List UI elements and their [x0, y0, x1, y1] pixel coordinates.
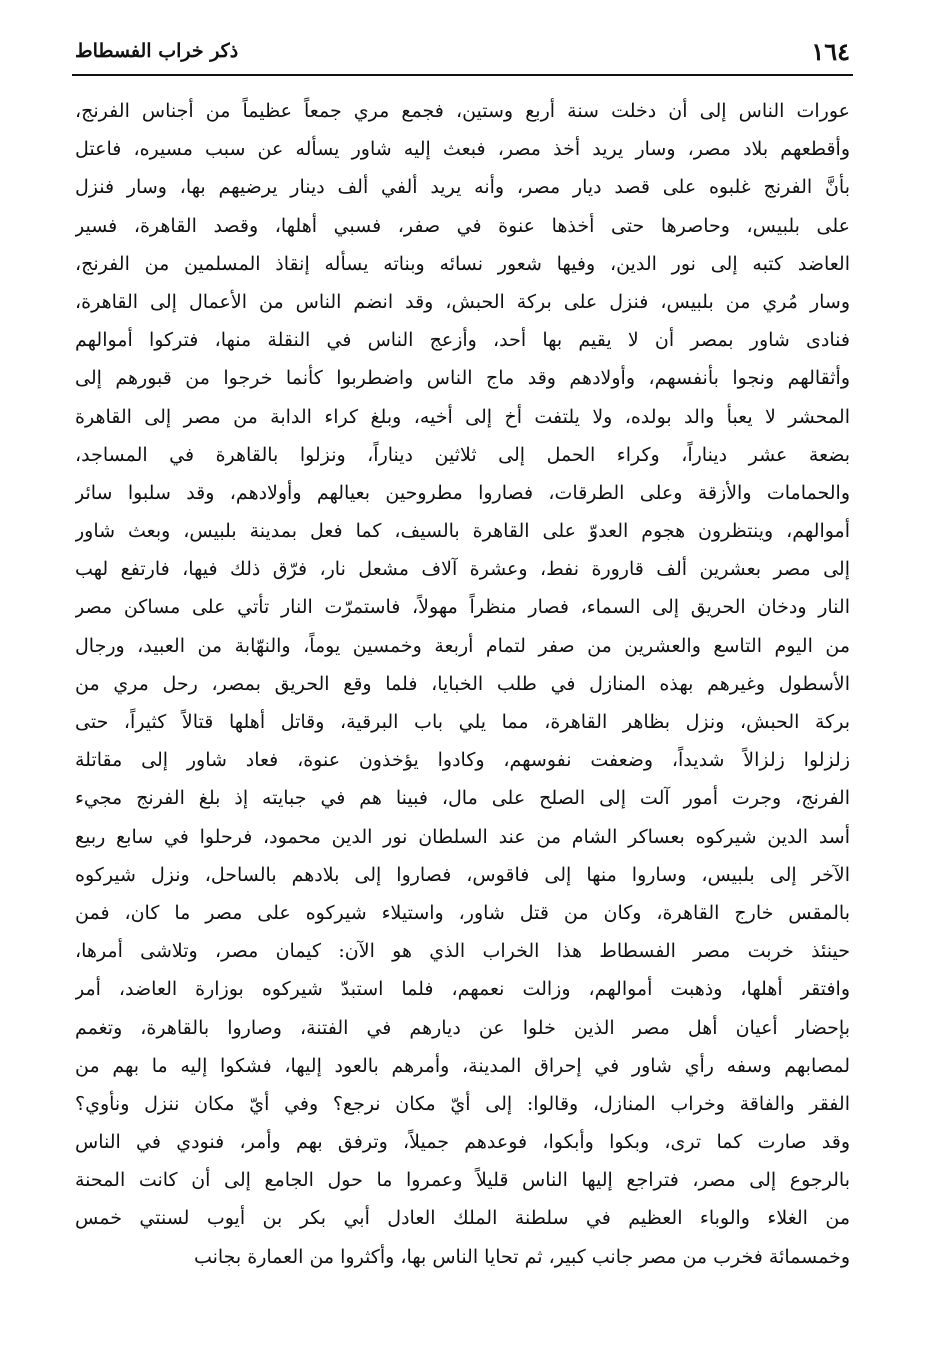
text-line: الفقر والفاقة وخراب المنازل، وقالوا: إلى أيّ مكان نرجع؟ وفي أيّ مكان ننزل ونأوي؟: [75, 1092, 850, 1115]
text-line: بالمقس خارج القاهرة، وكان من قتل شاور، واستيلاء شيركوه على مصر ما كان، فمن: [75, 901, 850, 924]
text-line: وقد صارت كما ترى، وبكوا وأبكوا، فوعدهم جميلاً، وترفق بهم وأمر، فنودي في الناس: [75, 1131, 850, 1154]
text-line: بالرجوع إلى مصر، فتراجع إليها الناس قليلاً وعمروا ما حول الجامع إلى أن كانت المحنة: [75, 1169, 850, 1192]
text-line: بأنَّ الفرنج غلبوه على قصد ديار مصر، وأنه يريد ألفي ألف دينار يرضيهم بها، وسار فنزل: [75, 176, 850, 199]
text-line: حينئذ خربت مصر الفسطاط هذا الخراب الذي هو الآن: كيمان مصر، وتلاشى أمرها،: [75, 940, 850, 963]
text-line: بإحضار أعيان أهل مصر الذين خلوا عن ديارهم في الفتنة، وصاروا بالقاهرة، وتغمم: [75, 1016, 850, 1039]
text-line: وأثقالهم ونجوا بأنفسهم، وأولادهم وقد ماج الناس واضطربوا كأنما خرجوا من قبورهم إلى: [75, 367, 850, 390]
header-rule: [72, 74, 853, 76]
text-line: عورات الناس إلى أن دخلت سنة أربع وستين، فجمع مري جمعاً عظيماً من أجناس الفرنج،: [75, 100, 850, 122]
text-line: وأقطعهم بلاد مصر، وسار يريد أخذ مصر، فبعث إليه شاور يسأله عن سبب مسيره، فاعتل: [75, 138, 850, 161]
text-line: بركة الحبش، ونزل بظاهر القاهرة، مما يلي باب البرقية، وقاتل أهلها قتالاً كثيراً، حتى: [75, 711, 850, 733]
text-line: النار ودخان الحريق إلى السماء، فصار منظراً مهولاً، فاستمرّت النار تأتي على مساكن مصر: [75, 596, 850, 619]
text-line: وسار مُري من بلبيس، فنزل على بركة الحبش، وقد انضم الناس من الأعمال إلى القاهرة،: [75, 290, 850, 313]
text-line: العاضد كتبه إلى نور الدين، وفيها شعور نسائه وبناته يسأله إنقاذ المسلمين من الفرنج،: [75, 252, 850, 275]
text-line: أسد الدين شيركوه بعساكر الشام من عند السلطان نور الدين محمود، فرحلوا في سابع ربيع: [75, 825, 850, 848]
text-line: أموالهم، وينتظرون هجوم العدوّ على القاهرة بالسيف، كما فعل بمدينة بلبيس، وبعث شاور: [75, 520, 850, 543]
text-line: بضعة عشر ديناراً، وكراء الحمل إلى ثلاثين ديناراً، ونزلوا بالقاهرة في المساجد،: [75, 443, 850, 466]
text-line: المحشر لا يعبأ والد بولده، ولا يلتفت أخ إلى أخيه، وبلغ كراء الدابة من مصر إلى القاهرة: [75, 405, 850, 428]
text-line: الآخر إلى بلبيس، وساروا منها إلى فاقوس، فصاروا إلى بلادهم بالساحل، ونزل شيركوه: [75, 863, 850, 886]
text-line: على بلبيس، وحاصرها حتى أخذها عنوة في صفر، فسبي أهلها، وقصد القاهرة، فسير: [75, 214, 850, 237]
text-line: وخمسمائة فخرب من مصر جانب كبير، ثم تحايا الناس بها، وأكثروا من العمارة بجانب: [193, 1245, 850, 1268]
page-number: ١٦٤: [811, 36, 850, 66]
text-line: من الغلاء والوباء العظيم في سلطنة الملك العادل أبي بكر بن أيوب لسنتي خمس: [75, 1207, 850, 1230]
page-header: [75, 33, 850, 69]
text-line: إلى مصر بعشرين ألف قارورة نفط، وعشرة آلاف مشعل نار، فرّق ذلك فيها، فارتفع لهب: [75, 558, 850, 581]
text-line: الفرنج، وجرت أمور آلت إلى الصلح على مال، فبينا هم في جبايته إذ بلغ الفرنج مجيء: [75, 787, 850, 810]
text-line: لمصابهم وسفه رأي شاور في إحراق المدينة، وأمرهم بالعود إليها، فشكوا إليه ما بهم من: [75, 1054, 850, 1077]
text-line: من اليوم التاسع والعشرين من صفر لتمام أربعة وخمسين يوماً، والنهّابة من العبيد، ورجال: [75, 634, 850, 657]
running-title: ذكر خراب الفسطاط: [75, 40, 239, 62]
text-line: وافتقر أهلها، وذهبت أموالهم، وزالت نعمهم، فلما استبدّ شيركوه بوزارة العاضد، أمر: [75, 978, 850, 1001]
text-line: والحمامات والأزقة وعلى الطرقات، فصاروا مطروحين بعيالهم وأولادهم، وقد سلبوا سائر: [75, 481, 850, 504]
body-text: [75, 92, 850, 1276]
text-line: زلزلوا زلزالاً شديداً، وضعفت نفوسهم، وكادوا يؤخذون عنوة، فعاد شاور إلى مقاتلة: [75, 749, 850, 772]
text-line: فنادى شاور بمصر أن لا يقيم بها أحد، وأزعج الناس في النقلة منها، فتركوا أموالهم: [75, 329, 850, 352]
text-line: الأسطول وغيرهم بهذه المنازل في طلب الخبايا، فلما وقع الحريق بمصر، رحل مري من: [75, 672, 850, 695]
